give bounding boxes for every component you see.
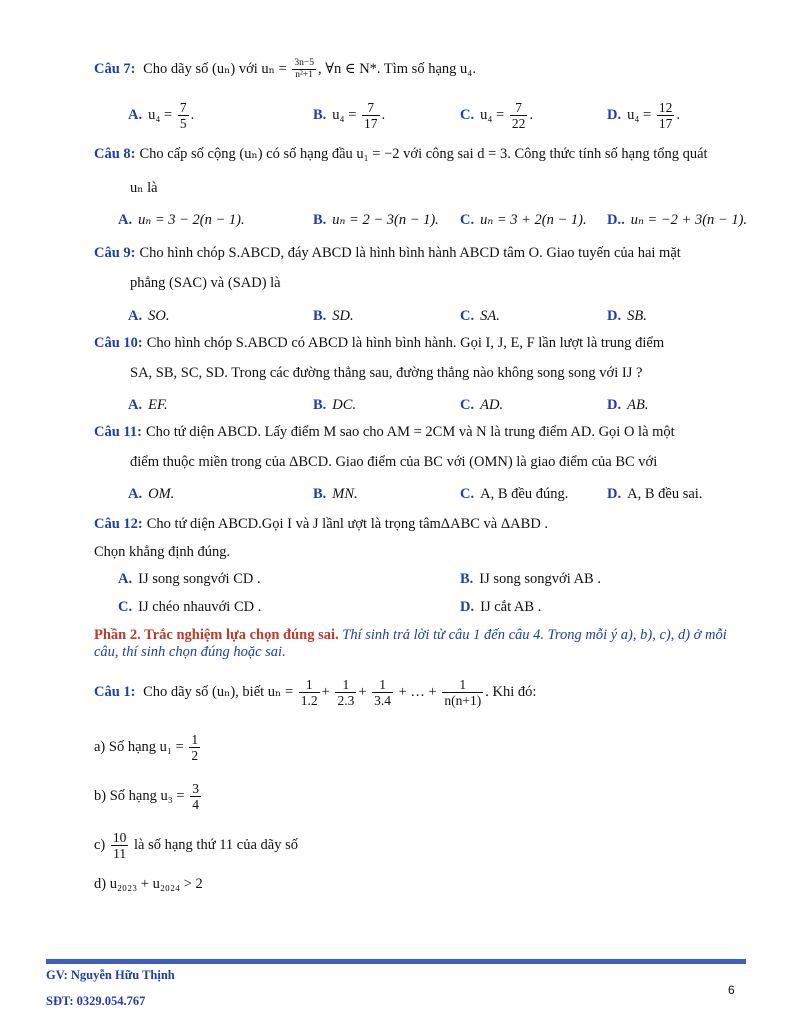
section-instructions: Thí sinh trả lời từ câu 1 đến câu 4. Trong mỗi ý a), b), c), d) ở mỗi câu, thí sinh chọn đúng hoặc sai. <box>94 627 727 660</box>
option-b[interactable]: B. DC. <box>313 397 357 413</box>
answer-options <box>0 100 792 131</box>
option-c[interactable]: C. A, B đều đúng. <box>460 486 569 502</box>
ellipsis: + … + <box>398 684 437 700</box>
option-c[interactable]: C. uₙ = 3 + 2(n − 1). <box>460 212 587 228</box>
option-b[interactable]: B. MN. <box>313 486 358 502</box>
option-b[interactable]: B. IJ song songvới AB . <box>460 571 601 587</box>
series-term-fraction: $\frac{1}{3.4}$ <box>374 677 391 709</box>
question-text-continued: phẳng (SAC) và (SAD) là <box>130 275 281 291</box>
statement-d[interactable]: d) u₂₀₂₃ + u₂₀₂₄ > 2 <box>94 876 203 892</box>
question-instruction: Chọn khẳng định đúng. <box>94 544 231 560</box>
option-b[interactable]: B. uₙ = 2 − 3(n − 1). <box>313 212 439 228</box>
answer-options <box>0 566 792 592</box>
series-term-fraction: $\frac{1}{n(n+1)}$ <box>444 677 482 709</box>
statement-b[interactable]: b) Số hạng u₃ = $\frac{3}{4}$ <box>94 781 199 812</box>
question-12 <box>94 514 548 534</box>
option-d[interactable]: D. AB. <box>607 397 649 413</box>
option-a[interactable]: A. u₄ = $\frac{7}{5}$ . <box>128 100 195 131</box>
question-label: Câu 12: <box>94 516 143 532</box>
option-d[interactable]: D. SB. <box>607 308 647 324</box>
question-label: Câu 7: <box>94 60 136 77</box>
question-text: Cho hình chóp S.ABCD có ABCD là hình bình hành. Gọi I, J, E, F lần lượt là trung điểm <box>146 335 665 351</box>
answer-options <box>0 481 792 507</box>
question-9 <box>94 243 681 263</box>
section-heading <box>94 627 744 661</box>
footer-phone: SĐT: 0329.054.767 <box>46 994 146 1008</box>
question-text: Cho dãy số <box>143 60 209 77</box>
option-c[interactable]: C. SA. <box>460 308 500 324</box>
formula-fraction: $\frac{3n-5}{\text{n²+1}}$ <box>294 58 314 80</box>
question-label: Câu 10: <box>94 335 143 351</box>
page-number: 6 <box>728 983 735 997</box>
question-text-continued: uₙ là <box>130 180 158 196</box>
option-a[interactable]: A. OM. <box>128 486 175 502</box>
answer-options <box>0 594 792 620</box>
statement-a[interactable]: a) Số hạng u₁ = $\frac{1}{2}$ <box>94 732 199 763</box>
option-c[interactable]: C. u₄ = $\frac{7}{22}$ . <box>460 100 533 131</box>
option-a[interactable]: A. IJ song songvới CD . <box>118 571 261 587</box>
question-text: Cho tứ diện ABCD.Gọi I và J lầnl ượt là trọng tâmΔABC và ΔABD . <box>146 516 549 532</box>
answer-options <box>0 392 792 418</box>
option-d[interactable]: D.. uₙ = −2 + 3(n − 1). <box>607 212 748 228</box>
question-text-continued: điểm thuộc miền trong của ΔBCD. Giao điểm của BC với (OMN) là giao điểm của BC với <box>130 454 658 470</box>
question-label: Câu 11: <box>94 424 142 440</box>
option-c[interactable]: C. AD. <box>460 397 504 413</box>
part2-question-1: Câu 1: Cho dãy số (uₙ), biết uₙ = $\frac{1}{1.2}$ + $\frac{1}{2.3}$ + $\frac{1}{3.4}$ + … + $\frac{1}{n(n+1)}$ . Khi đó: <box>94 677 537 709</box>
question-text: Cho cấp số cộng (uₙ) có số hạng đầu u₁ = −2 với công sai d = 3. Công thức tính số hạng tổng quát <box>139 146 708 162</box>
question-11 <box>94 422 675 442</box>
option-b[interactable]: B. SD. <box>313 308 354 324</box>
option-d[interactable]: D. u₄ = $\frac{12}{17}$ . <box>607 100 680 131</box>
answer-options <box>0 207 792 233</box>
footer-author: GV: Nguyễn Hữu Thịnh <box>46 968 175 982</box>
option-d[interactable]: D. IJ cắt AB . <box>460 599 542 615</box>
question-10 <box>94 333 664 353</box>
question-text: , ∀n ∈ N*. Tìm số hạng u₄. <box>317 60 476 77</box>
series-term-fraction: $\frac{1}{2.3}$ <box>337 677 355 709</box>
question-text: Cho dãy số (uₙ), biết uₙ = <box>143 684 294 700</box>
question-label: Câu 1: <box>94 684 136 700</box>
statement-c[interactable]: c) $\frac{10}{11}$ là số hạng thứ 11 của dãy số <box>94 830 298 861</box>
option-b[interactable]: B. u₄ = $\frac{7}{17}$ . <box>313 100 386 131</box>
sequence-symbol: (uₙ) <box>212 60 236 77</box>
question-7 <box>94 58 476 81</box>
question-label: Câu 8: <box>94 146 136 162</box>
question-8 <box>94 144 708 164</box>
question-text: . Khi đó: <box>485 684 537 700</box>
answer-options <box>0 303 792 329</box>
footer-rule <box>46 959 746 964</box>
question-label: Câu 9: <box>94 245 136 261</box>
option-a[interactable]: A. SO. <box>128 308 170 324</box>
question-text: với uₙ = <box>238 60 287 77</box>
option-d[interactable]: D. A, B đều sai. <box>607 486 703 502</box>
question-text-continued: SA, SB, SC, SD. Trong các đường thẳng sau, đường thẳng nào không song song với IJ ? <box>130 365 643 381</box>
option-a[interactable]: A. EF. <box>128 397 168 413</box>
option-a[interactable]: A. uₙ = 3 − 2(n − 1). <box>118 212 245 228</box>
option-c[interactable]: C. IJ chéo nhauvới CD . <box>118 599 262 615</box>
series-term-fraction: $\frac{1}{1.2}$ <box>300 677 318 709</box>
question-text: Cho tứ diện ABCD. Lấy điểm M sao cho AM = 2CM và N là trung điểm AD. Gọi O là một <box>145 424 675 440</box>
question-text: Cho hình chóp S.ABCD, đáy ABCD là hình bình hành ABCD tâm O. Giao tuyến của hai mặt <box>139 245 681 261</box>
section-title: Phần 2. Trắc nghiệm lựa chọn đúng sai. <box>94 627 339 643</box>
